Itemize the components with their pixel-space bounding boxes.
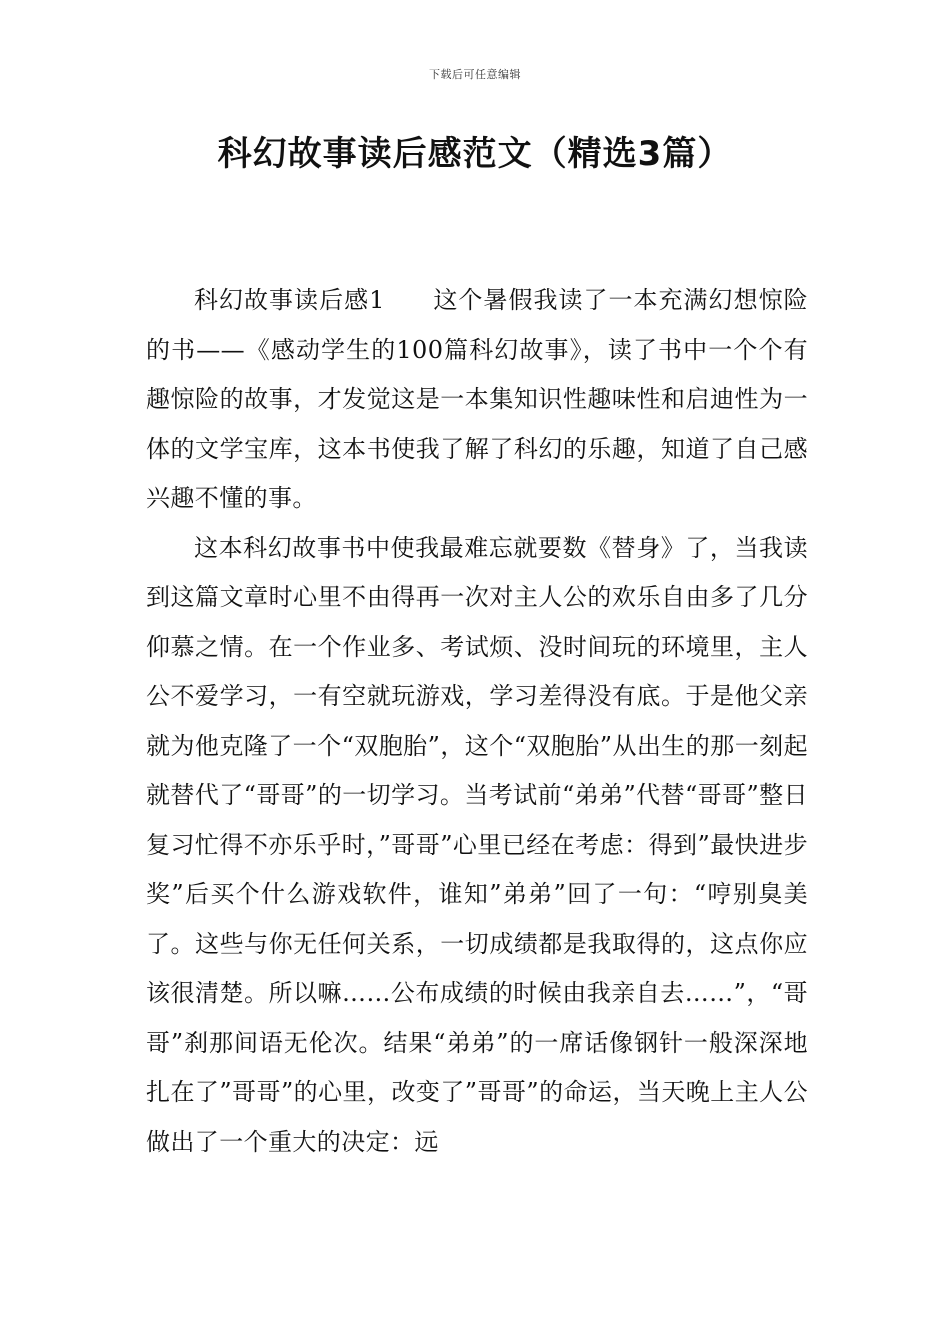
document-body bbox=[146, 276, 808, 1167]
paragraph-1-text: 这个暑假我读了一本充满幻想惊险的书——《感动学生的100篇科幻故事》，读了书中一个个有趣惊险的故事，才发觉这是一本集知识性趣味性和启迪性为一体的文学宝库，这本书使我了解了科幻的乐趣，知道了自己感兴趣不懂的事。 bbox=[146, 286, 808, 512]
section-heading: 科幻故事读后感1 bbox=[194, 286, 385, 314]
paragraph-1 bbox=[146, 276, 808, 524]
document-title: 科幻故事读后感范文（精选3篇） bbox=[217, 134, 733, 174]
header-note: 下载后可任意编辑 bbox=[429, 68, 521, 81]
paragraph-2: 这本科幻故事书中使我最难忘就要数《替身》了，当我读到这篇文章时心里不由得再一次对主人公的欢乐自由多了几分仰慕之情。在一个作业多、考试烦、没时间玩的环境里，主人公不爱学习，一有空就玩游戏，学习差得没有底。于是他父亲就为他克隆了一个“双胞胎”，这个“双胞胎”从出生的那一刻起就替代了“哥哥”的一切学习。当考试前“弟弟”代替“哥哥”整日复习忙得不亦乐乎时，”哥哥”心里已经在考虑：得到”最快进步奖”后买个什么游戏软件，谁知”弟弟”回了一句：“哼别臭美了。这些与你无任何关系，一切成绩都是我取得的，这点你应该很清楚。所以嘛……公布成绩的时候由我亲自去……”，“哥哥”刹那间语无伦次。结果“弟弟”的一席话像钢针一般深深地扎在了”哥哥”的心里，改变了”哥哥”的命运，当天晚上主人公做出了一个重大的决定：远 bbox=[146, 533, 808, 1156]
